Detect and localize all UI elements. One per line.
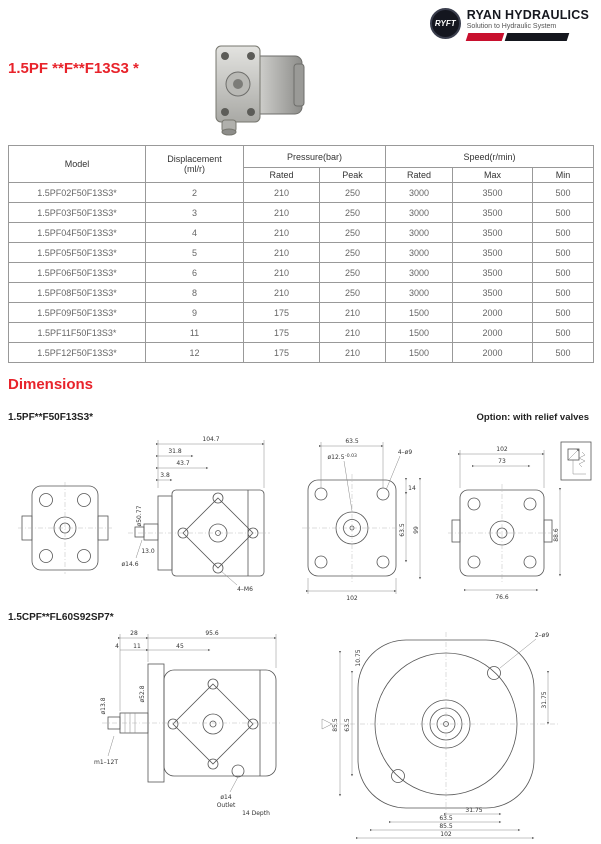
displacement-cell: 8 (146, 283, 244, 303)
table-row (9, 183, 594, 203)
speed-rated-cell: 3000 (386, 183, 453, 203)
dim-label: ø52.8 (139, 685, 146, 703)
speed-rated-cell: 1500 (386, 303, 453, 323)
relief-valve-option-label: Option: with relief valves (476, 412, 589, 423)
brand-name: RYAN HYDRAULICS (466, 8, 589, 22)
cpf-front-flange-view (322, 632, 560, 838)
dim-label: 88.6 (553, 528, 560, 542)
pump-photo-shapes (216, 46, 304, 135)
pressure-rated-cell: 210 (244, 263, 320, 283)
displacement-cell: 6 (146, 263, 244, 283)
pressure-rated-cell: 175 (244, 303, 320, 323)
drawing2-title: 1.5CPF**FL60S92SP7* (8, 612, 114, 623)
pressure-peak-cell: 250 (320, 183, 386, 203)
pressure-peak-cell: 210 (320, 323, 386, 343)
product-code: 1.5PF **F**F13S3 * (8, 60, 139, 77)
dim-label: ø14 (220, 794, 232, 801)
pf-rear-view (448, 446, 560, 601)
dimensions-section-title: Dimensions (8, 376, 94, 393)
dim-label: ø14.6 (121, 561, 139, 568)
dim-label: 104.7 (202, 436, 220, 443)
speed-max-cell: 2000 (453, 303, 533, 323)
dim-label: ø13.8 (100, 697, 107, 715)
drawing1-title: 1.5PF**F50F13S3* (8, 412, 94, 423)
speed-max-cell: 3500 (453, 223, 533, 243)
speed-rated-cell: 3000 (386, 223, 453, 243)
col-header-pressure-peak: Peak (320, 168, 386, 183)
displacement-cell: 5 (146, 243, 244, 263)
col-header-speed: Speed(r/min) (386, 146, 594, 168)
model-cell: 1.5PF06F50F13S3* (9, 263, 146, 283)
speed-max-cell: 3500 (453, 243, 533, 263)
dim-label: 102 (346, 595, 358, 602)
speed-rated-cell: 3000 (386, 263, 453, 283)
speed-min-cell: 500 (533, 263, 594, 283)
speed-min-cell: 500 (533, 303, 594, 323)
cpf-drawing-row (8, 626, 593, 840)
dim-label: 99 (413, 526, 420, 534)
displacement-cell: 3 (146, 203, 244, 223)
table-row (9, 303, 594, 323)
pf-side-view (121, 436, 270, 593)
model-cell: 1.5PF05F50F13S3* (9, 243, 146, 263)
speed-max-cell: 2000 (453, 323, 533, 343)
logo-bar-red (465, 33, 504, 41)
speed-min-cell: 500 (533, 223, 594, 243)
pressure-peak-cell: 250 (320, 263, 386, 283)
dim-label: 14 (408, 485, 416, 492)
dim-label: 85.5 (332, 718, 339, 732)
dim-label: 102 (440, 831, 452, 838)
speed-max-cell: 2000 (453, 343, 533, 363)
col-header-speed-min: Min (533, 168, 594, 183)
dim-label: 73 (498, 458, 506, 465)
speed-max-cell: 3500 (453, 263, 533, 283)
dim-label: 63.5 (345, 438, 359, 445)
pressure-peak-cell: 210 (320, 343, 386, 363)
col-header-displacement-line1: Displacement (167, 154, 222, 164)
speed-rated-cell: 3000 (386, 283, 453, 303)
pressure-peak-cell: 250 (320, 203, 386, 223)
dim-label: 85.5 (439, 823, 453, 830)
dim-label: 43.7 (176, 460, 190, 467)
dim-label: 45 (176, 643, 184, 650)
dim-label: 63.5 (399, 523, 406, 537)
cpf-side-view (94, 630, 282, 817)
col-header-model: Model (9, 146, 146, 183)
speed-min-cell: 500 (533, 243, 594, 263)
speed-rated-cell: 3000 (386, 243, 453, 263)
col-header-pressure: Pressure(bar) (244, 146, 386, 168)
model-cell: 1.5PF03F50F13S3* (9, 203, 146, 223)
speed-min-cell: 500 (533, 283, 594, 303)
pressure-peak-cell: 250 (320, 283, 386, 303)
table-row (9, 243, 594, 263)
dim-label: 3.8 (160, 472, 170, 479)
spec-table (8, 145, 594, 363)
dim-label: Outlet (216, 802, 236, 809)
pressure-rated-cell: 175 (244, 323, 320, 343)
logo-bars (467, 33, 589, 41)
model-cell: 1.5PF02F50F13S3* (9, 183, 146, 203)
dim-label: -0.03 (345, 454, 357, 459)
speed-min-cell: 500 (533, 343, 594, 363)
dim-label: 4–M6 (237, 586, 253, 593)
logo-badge-text: RYFT (434, 19, 456, 28)
pf-mount-flange-view (302, 438, 420, 602)
model-cell: 1.5PF11F50F13S3* (9, 323, 146, 343)
pressure-peak-cell: 210 (320, 303, 386, 323)
pressure-rated-cell: 210 (244, 223, 320, 243)
speed-min-cell: 500 (533, 323, 594, 343)
dim-label: 102 (496, 446, 508, 453)
dim-label: 4 (115, 643, 119, 650)
brand-logo (430, 8, 589, 41)
speed-max-cell: 3500 (453, 203, 533, 223)
speed-min-cell: 500 (533, 203, 594, 223)
dim-label: 63.5 (439, 815, 453, 822)
col-header-speed-rated: Rated (386, 168, 453, 183)
table-row (9, 343, 594, 363)
dim-label: 14 Depth (242, 810, 270, 817)
logo-bar-black (504, 33, 569, 41)
displacement-cell: 4 (146, 223, 244, 243)
displacement-cell: 9 (146, 303, 244, 323)
col-header-displacement-unit: (ml/r) (184, 164, 205, 174)
dim-label: m1–12T (94, 759, 118, 766)
speed-rated-cell: 3000 (386, 203, 453, 223)
pressure-rated-cell: 210 (244, 183, 320, 203)
col-header-speed-max: Max (453, 168, 533, 183)
dim-label: ø12.5 (327, 454, 345, 461)
table-row (9, 283, 594, 303)
displacement-cell: 2 (146, 183, 244, 203)
speed-max-cell: 3500 (453, 183, 533, 203)
dim-label: 2–ø9 (534, 632, 550, 639)
displacement-cell: 11 (146, 323, 244, 343)
pressure-peak-cell: 250 (320, 243, 386, 263)
model-cell: 1.5PF09F50F13S3* (9, 303, 146, 323)
pump-product-image (196, 34, 316, 143)
relief-valve-symbol (561, 442, 591, 480)
pressure-rated-cell: 210 (244, 243, 320, 263)
pressure-rated-cell: 210 (244, 283, 320, 303)
brand-tagline: Solution to Hydraulic System (466, 23, 557, 30)
speed-min-cell: 500 (533, 183, 594, 203)
dim-label: 31.8 (168, 448, 182, 455)
table-row (9, 223, 594, 243)
dim-label: 31.75 (465, 807, 483, 814)
dim-label: 11 (133, 643, 141, 650)
speed-rated-cell: 1500 (386, 323, 453, 343)
table-row (9, 203, 594, 223)
brand-text-block (467, 8, 589, 41)
pressure-rated-cell: 175 (244, 343, 320, 363)
model-cell: 1.5PF04F50F13S3* (9, 223, 146, 243)
displacement-cell: 12 (146, 343, 244, 363)
speed-rated-cell: 1500 (386, 343, 453, 363)
col-header-displacement (146, 146, 244, 183)
table-row (9, 323, 594, 343)
pf-drawing-row (8, 428, 593, 608)
col-header-pressure-rated: Rated (244, 168, 320, 183)
dim-label: 28 (130, 630, 138, 637)
dim-label: 10.75 (355, 649, 362, 667)
dim-label: 31.75 (541, 691, 548, 709)
speed-max-cell: 3500 (453, 283, 533, 303)
dim-label: 13.0 (141, 548, 155, 555)
table-row (9, 263, 594, 283)
pressure-peak-cell: 250 (320, 223, 386, 243)
ryft-logo-icon (430, 8, 461, 39)
model-cell: 1.5PF08F50F13S3* (9, 283, 146, 303)
dim-label: 63.5 (344, 718, 351, 732)
pump-photo-svg (196, 34, 316, 138)
header-row-1 (9, 146, 594, 168)
model-cell: 1.5PF12F50F13S3* (9, 343, 146, 363)
dim-label: 76.6 (495, 594, 509, 601)
dim-label: ø50.77 (136, 505, 143, 527)
pressure-rated-cell: 210 (244, 203, 320, 223)
dim-label: 4–ø9 (397, 449, 413, 456)
pf-end-view (18, 482, 112, 574)
dim-label: 95.6 (205, 630, 219, 637)
